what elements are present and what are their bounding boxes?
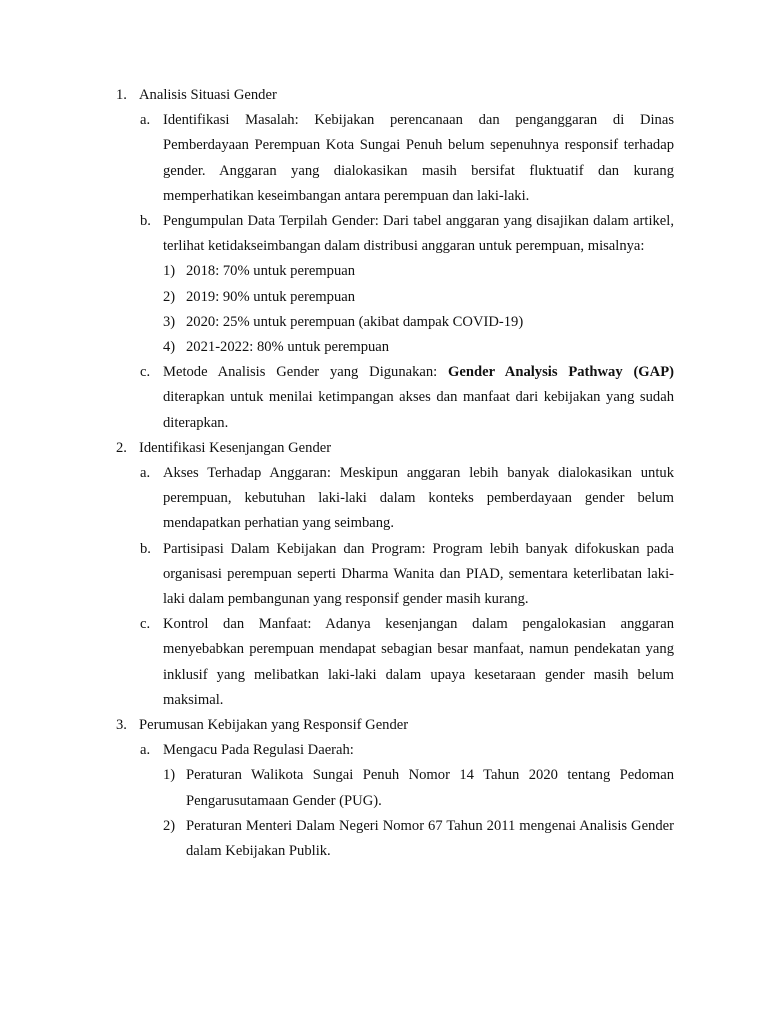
list-item [139, 537, 674, 613]
sub-list-item [163, 763, 674, 813]
sub-item-text: 2019: 90% untuk perempuan [186, 288, 356, 305]
sub-item-number: 2) [163, 817, 176, 834]
item-letter: b. [140, 213, 151, 230]
section-title: Perumusan Kebijakan yang Responsif Gender [139, 717, 409, 734]
item-text: Kontrol dan Manfaat: Adanya kesenjangan dalam pengalokasian anggaran menyebabkan perempuan mendapat sebagian besar manfaat, namun pendekatan yang inklusif yang melibatkan laki-laki dalam upaya kesetaraan gender masih belum maksimal. [163, 616, 674, 708]
document-body [116, 83, 674, 864]
item-letter: a. [140, 112, 151, 129]
item-letter: b. [140, 540, 151, 557]
list-item [139, 360, 674, 436]
item-text: Pengumpulan Data Terpilah Gender: Dari tabel anggaran yang disajikan dalam artikel, terlihat ketidakseimbangan dalam distribusi anggaran untuk perempuan, misalnya: [163, 213, 674, 255]
sub-list-item [163, 285, 674, 310]
sub-list [163, 259, 674, 360]
sub-item-number: 3) [163, 313, 176, 330]
item-letter: c. [140, 364, 151, 381]
sub-item-number: 2) [163, 288, 176, 305]
section-number: 2. [116, 439, 127, 456]
sub-item-number: 1) [163, 767, 176, 784]
section-items [116, 108, 674, 436]
sub-item-number: 1) [163, 263, 176, 280]
sub-list-item [163, 310, 674, 335]
section-items [116, 738, 674, 864]
sub-list-item [163, 259, 674, 284]
sub-list-item [163, 814, 674, 864]
list-item [139, 612, 674, 713]
sub-list-item [163, 335, 674, 360]
section-number: 1. [116, 87, 127, 103]
item-text: Partisipasi Dalam Kebijakan dan Program: Program lebih banyak difokuskan pada organisasi perempuan seperti Dharma Wanita dan PIAD, sementara keterlibatan laki-laki dalam pembangunan yang responsif gender masih kurang. [163, 540, 674, 608]
item-text: Mengacu Pada Regulasi Daerah: [163, 742, 354, 759]
sub-list [163, 763, 674, 864]
list-item [139, 738, 674, 864]
item-text: Identifikasi Masalah: Kebijakan perencanaan dan penganggaran di Dinas Pemberdayaan Perempuan Kota Sungai Penuh belum sepenuhnya responsif terhadap gender. Anggaran yang dialokasikan masih bersifat fluktuatif dan kurang memperhatikan keseimbangan antara perempuan dan laki-laki. [163, 112, 674, 204]
sub-item-text: 2020: 25% untuk perempuan (akibat dampak COVID-19) [186, 313, 524, 330]
item-text-end: diterapkan untuk menilai ketimpangan akses dan manfaat dari kebijakan yang sudah diterapkan. [163, 389, 674, 431]
sub-item-text: Peraturan Walikota Sungai Penuh Nomor 14 Tahun 2020 tentang Pedoman Pengarusutamaan Gender (PUG). [186, 767, 674, 809]
section-items [116, 461, 674, 713]
item-letter: a. [140, 465, 151, 482]
list-item [139, 108, 674, 209]
section-3 [116, 713, 674, 864]
sub-item-text: Peraturan Menteri Dalam Negeri Nomor 67 Tahun 2011 mengenai Analisis Gender dalam Kebijakan Publik. [186, 817, 674, 860]
sub-item-number: 4) [163, 339, 176, 356]
section-2 [116, 436, 674, 713]
sub-item-text: 2021-2022: 80% untuk perempuan [186, 339, 390, 356]
section-1 [116, 83, 674, 436]
item-text: Akses Terhadap Anggaran: Meskipun anggaran lebih banyak dialokasikan untuk perempuan, kebutuhan laki-laki dalam konteks pemberdayaan gender belum mendapatkan perhatian yang seimbang. [163, 465, 674, 532]
section-number: 3. [116, 717, 127, 734]
item-letter: c. [140, 616, 151, 633]
item-letter: a. [140, 742, 151, 759]
item-text [163, 360, 674, 436]
section-title: Analisis Situasi Gender [139, 87, 277, 103]
list-item [139, 461, 674, 537]
bold-term: Gender Analysis Pathway (GAP) [448, 364, 674, 381]
item-text-start: Metode Analisis Gender yang Digunakan: [163, 364, 449, 381]
sub-item-text: 2018: 70% untuk perempuan [186, 263, 356, 280]
list-item [139, 209, 674, 360]
section-title: Identifikasi Kesenjangan Gender [139, 439, 332, 456]
